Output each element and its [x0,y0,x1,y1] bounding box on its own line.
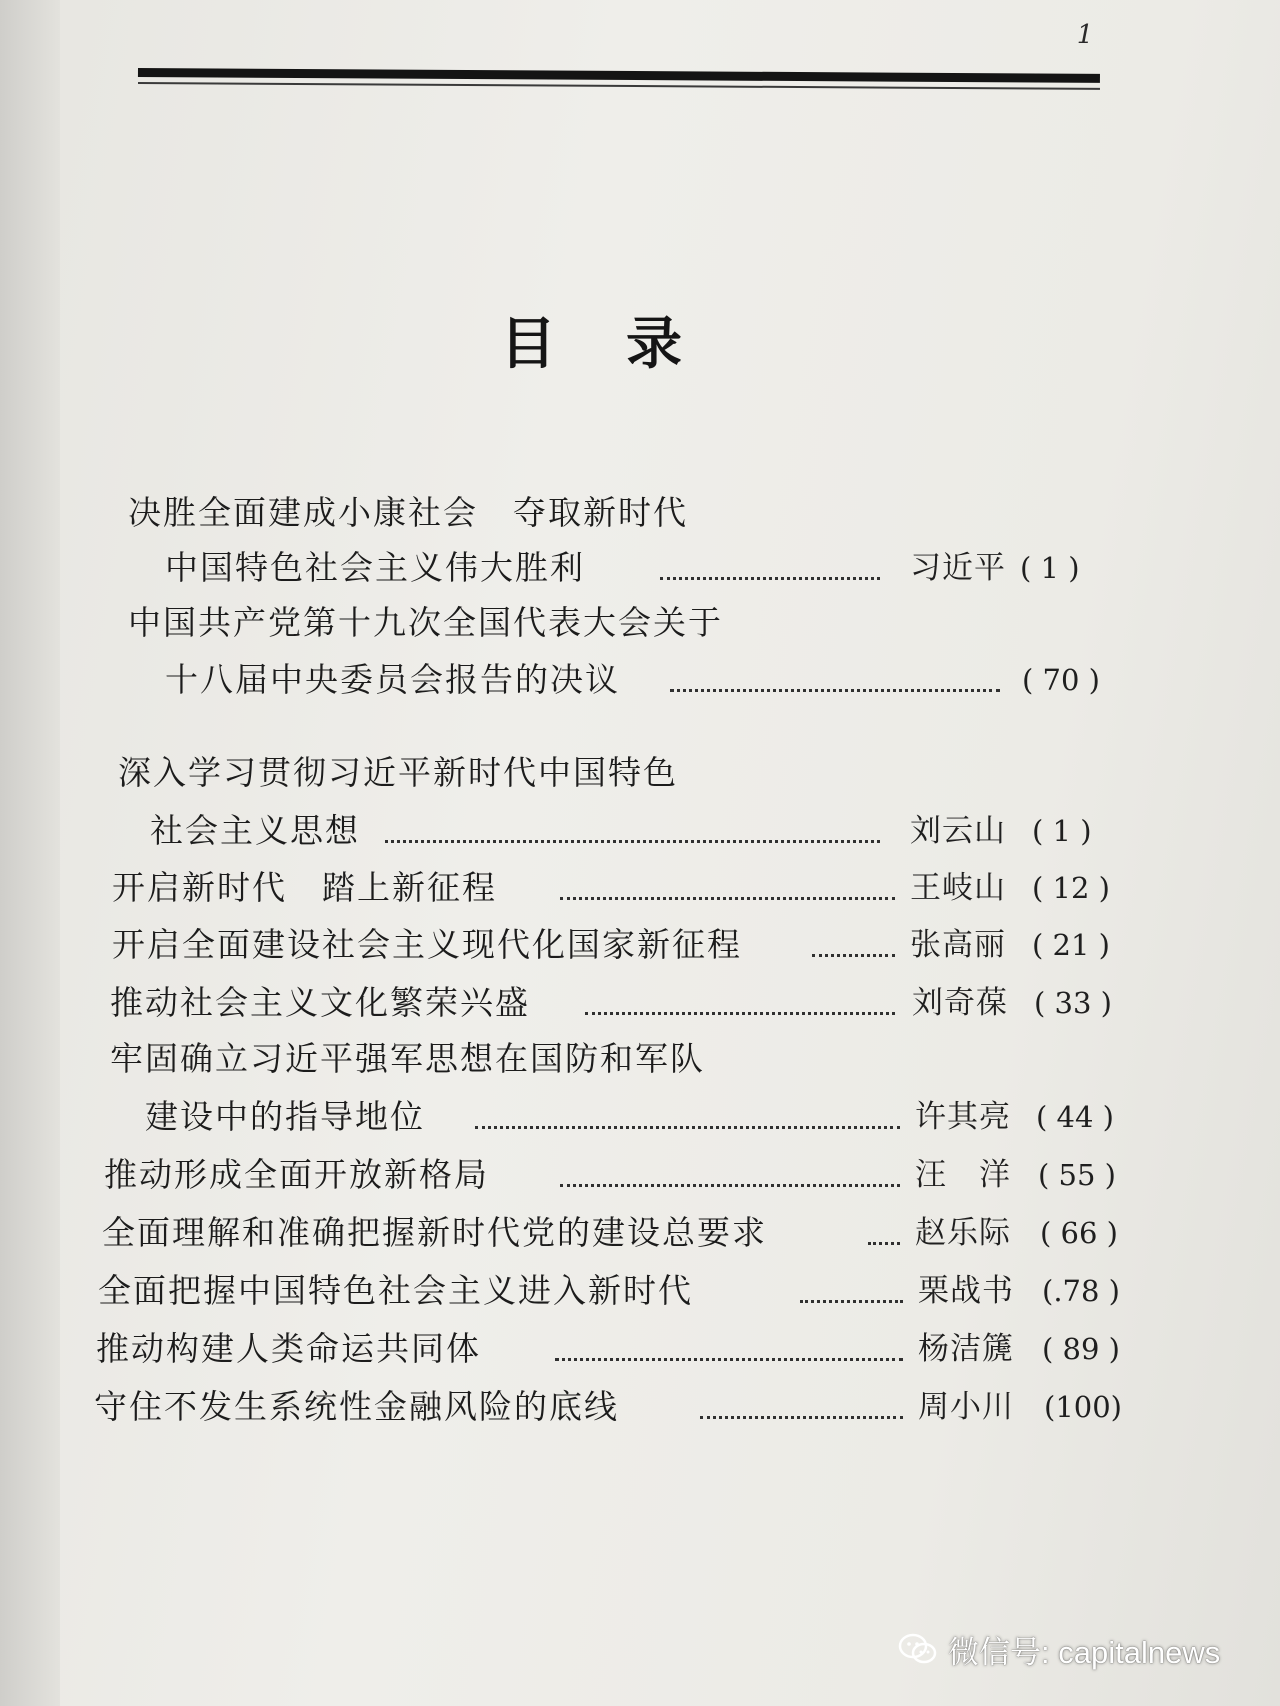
toc-entry-page: ( 89 ) [1042,1332,1120,1366]
toc-entry-author: 赵乐际 [915,1215,1011,1251]
header-rule-thick [138,68,1100,83]
watermark-text: 微信号: capitalnews [948,1634,1221,1670]
running-header [470,28,770,54]
toc-entry-author: 栗战书 [918,1273,1014,1309]
toc-entry-title: 深入学习贯彻习近平新时代中国特色 [118,753,678,792]
toc-entry-author: 刘奇葆 [912,985,1008,1021]
toc-entry-title: 守住不发生系统性金融风险的底线 [94,1387,619,1426]
toc-leader-dots [385,840,880,843]
toc-entry-page: ( 12 ) [1032,871,1110,905]
toc-title: 目录 [500,312,752,377]
toc-leader-dots [555,1358,903,1361]
toc-entry-title: 推动形成全面开放新格局 [104,1155,489,1194]
toc-entry-title-continued: 社会主义思想 [150,811,360,850]
toc-entry-title: 推动构建人类命运共同体 [96,1329,481,1368]
toc-entry-page: ( 44 ) [1036,1100,1114,1134]
toc-entry-page: ( 66 ) [1040,1216,1118,1250]
toc-entry-page: ( 1 ) [1032,814,1092,848]
toc-entry-title: 开启全面建设社会主义现代化国家新征程 [112,925,742,964]
toc-entry-author: 周小川 [918,1389,1014,1425]
toc-entry-title: 决胜全面建成小康社会 夺取新时代 [128,493,688,532]
toc-entry-author: 汪 洋 [915,1157,1011,1193]
watermark [898,1626,1220,1672]
toc-leader-dots [812,954,895,957]
toc-leader-dots [670,689,1000,692]
toc-leader-dots [560,897,895,900]
toc-leader-dots [800,1300,903,1303]
toc-entry-author: 张高丽 [910,927,1006,963]
toc-entry-page: (.78 ) [1042,1274,1120,1308]
toc-entry-page: (100) [1044,1390,1122,1424]
toc-leader-dots [585,1012,895,1015]
toc-entry-author: 许其亮 [915,1099,1011,1135]
toc-leader-dots [660,577,880,580]
toc-entry-title-continued: 十八届中央委员会报告的决议 [165,660,620,699]
toc-leader-dots [560,1184,900,1187]
header-rule-thin [138,82,1100,90]
toc-entry-author: 刘云山 [910,813,1006,849]
toc-entry-title-continued: 中国特色社会主义伟大胜利 [165,548,585,587]
toc-entry-author: 杨洁篪 [918,1331,1014,1367]
page-edge [0,0,60,1706]
toc-entry-title: 全面把握中国特色社会主义进入新时代 [98,1271,693,1310]
toc-entry-page: ( 55 ) [1038,1158,1116,1192]
toc-leader-dots [868,1242,900,1245]
toc-entry-title: 牢固确立习近平强军思想在国防和军队 [110,1039,705,1078]
toc-entry-title: 中国共产党第十九次全国代表大会关于 [128,603,723,642]
toc-entry-title: 全面理解和准确把握新时代党的建设总要求 [102,1213,767,1252]
toc-entry-author: 习近平 [910,550,1006,586]
toc-entry-author: 王岐山 [910,870,1006,906]
toc-leader-dots [700,1416,903,1419]
toc-leader-dots [475,1126,900,1129]
toc-entry-page: ( 21 ) [1032,928,1110,962]
toc-entry-title: 开启新时代 踏上新征程 [112,868,497,907]
wechat-logo-icon [898,1632,938,1666]
toc-entry-page: ( 33 ) [1034,986,1112,1020]
toc-entry-page: ( 70 ) [1022,663,1100,697]
page-number: 1 [1076,20,1094,50]
toc-entry-title: 推动社会主义文化繁荣兴盛 [110,983,530,1022]
toc-entry-page: ( 1 ) [1020,551,1080,585]
toc-entry-title-continued: 建设中的指导地位 [145,1097,425,1136]
